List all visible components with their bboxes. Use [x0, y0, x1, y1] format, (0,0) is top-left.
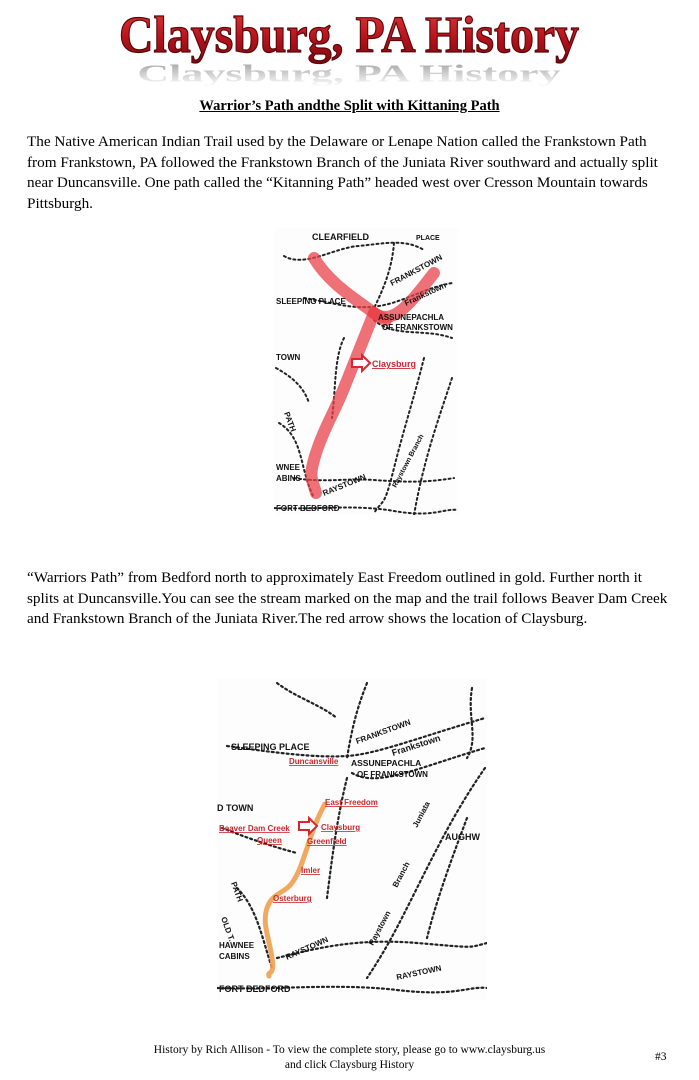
- label-greenfield: Greenfield: [307, 837, 347, 846]
- label-cabins: CABINS: [219, 952, 250, 961]
- label-osterburg: Osterburg: [273, 894, 312, 903]
- footer-line-2: and click Claysburg History: [284, 1059, 415, 1071]
- label-cabins: ABINS: [276, 474, 301, 483]
- label-town: TOWN: [276, 353, 301, 362]
- page-number: #3: [655, 1051, 667, 1063]
- title-shadow: Claysburg, PA History: [137, 59, 561, 87]
- intro-paragraph: The Native American Indian Trail used by the Delaware or Lenape Nation called the Frankstown Path from Frankstown, PA followed the Frankstown Branch of the Juniata River southward and actually split near Duncansville. One path called the “Kitanning Path” headed west over Cresson Mountain towards Pittsburgh.: [27, 133, 658, 212]
- label-raystown: RAYSTOWN: [284, 934, 330, 962]
- label-old-t: OLD T.: [219, 915, 237, 943]
- label-queen: Queen: [257, 836, 282, 845]
- label-path: PATH: [282, 410, 298, 434]
- label-clearfield: CLEARFIELD: [312, 232, 369, 242]
- label-of-frankstown: OF FRANKSTOWN: [357, 770, 428, 779]
- label-sleeping-place: SLEEPING PLACE: [231, 742, 310, 752]
- label-frankstown-branch: Frankstown: [403, 280, 448, 308]
- label-duncansville: Duncansville: [289, 757, 339, 766]
- label-assunepachla: ASSUNEPACHLA: [351, 758, 422, 768]
- title-banner: [0, 0, 699, 90]
- label-assunepachla: ASSUNEPACHLA: [378, 313, 445, 322]
- label-hawnee: HAWNEE: [219, 941, 255, 950]
- label-path: PATH: [229, 880, 245, 904]
- label-fort-bedford: FORT BEDFORD: [276, 504, 340, 513]
- label-juniata: Juniata: [410, 799, 432, 829]
- page-header: [0, 0, 699, 90]
- page-title: Claysburg, PA History: [119, 7, 579, 64]
- label-claysburg: Claysburg: [372, 359, 417, 369]
- label-fort-bedford: FORT BEDFORD: [219, 984, 291, 994]
- label-aughw: AUGHW: [445, 832, 480, 842]
- label-branch: Branch: [390, 860, 412, 889]
- label-of-frankstown: OF FRANKSTOWN: [382, 323, 453, 332]
- article-subtitle: Warrior’s Path andthe Split with Kittaning Path: [199, 98, 500, 114]
- warriors-path-paragraph: “Warriors Path” from Bedford north to approximately East Freedom outlined in gold. Further north it splits at Duncansville.You can see the stream marked on the map and the trail follows Beaver Dam Creek and Frankstown Branch of the Juniata River.The red arrow shows the location of Claysburg.: [27, 569, 668, 627]
- label-claysburg: Claysburg: [321, 823, 361, 832]
- label-sleeping-place: SLEEPING PLACE: [276, 297, 346, 306]
- label-beaver-dam-creek: Beaver Dam Creek: [219, 824, 290, 833]
- warriors-path-map: [217, 678, 487, 1000]
- label-imler: Imler: [301, 866, 321, 875]
- label-place: PLACE: [416, 235, 440, 242]
- label-raystown-branch: Raystown: [366, 909, 393, 947]
- label-town: D TOWN: [217, 803, 254, 813]
- label-frankstown-branch: Frankstown: [390, 732, 442, 758]
- label-shawnee: WNEE: [276, 463, 300, 472]
- label-raystown: RAYSTOWN: [321, 472, 368, 498]
- label-east-freedom: East Freedom: [325, 798, 378, 807]
- footer-line-1: History by Rich Allison - To view the complete story, please go to www.claysburg.us: [153, 1044, 546, 1056]
- frankstown-kittanning-map: [274, 228, 458, 515]
- map2-drawing: [217, 678, 487, 1000]
- label-raystown-branch: Raystown Branch: [391, 433, 426, 489]
- label-frankstown: FRANKSTOWN: [388, 252, 444, 288]
- label-frankstown: FRANKSTOWN: [354, 717, 412, 746]
- label-raystown-lower: RAYSTOWN: [395, 963, 443, 982]
- map1-drawing: [274, 228, 458, 515]
- page-footer: [0, 1043, 699, 1073]
